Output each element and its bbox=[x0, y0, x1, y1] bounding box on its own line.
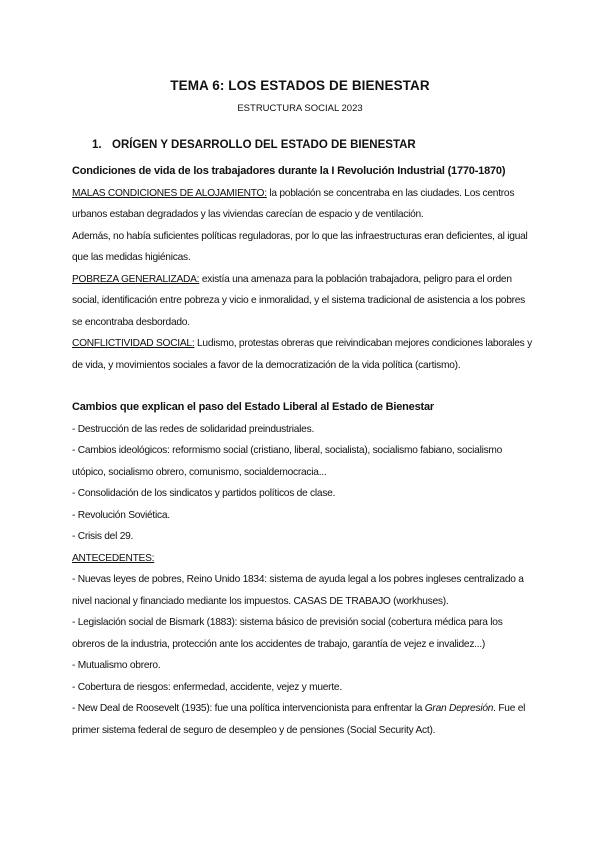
spacer bbox=[72, 376, 534, 397]
section-title: ORÍGEN Y DESARROLLO DEL ESTADO DE BIENESTAR bbox=[112, 139, 416, 151]
subheading-conditions: Condiciones de vida de los trabajadores durante la I Revolución Industrial (1770-1870) bbox=[72, 165, 506, 177]
new-deal-text: - New Deal de Roosevelt (1935): fue una política intervencionista para enfrentar la bbox=[72, 703, 425, 714]
new-deal-text-end: . Fue el primer sistema federal de seguro de desempleo y de pensiones (Social Security Act). bbox=[72, 703, 526, 736]
label-conflictividad: CONFLICTIVIDAD SOCIAL: bbox=[72, 338, 195, 349]
list-item: - Nuevas leyes de pobres, Reino Unido 1834: sistema de ayuda legal a los pobres ingleses centralizado a nivel nacional y financiado mediante los impuestos. CASAS DE TRABAJO (workhuses). bbox=[72, 574, 524, 607]
section-heading bbox=[92, 139, 416, 151]
section-number: 1. bbox=[92, 139, 102, 151]
label-antecedentes: ANTECEDENTES: bbox=[72, 552, 155, 564]
list-item: - Cobertura de riesgos: enfermedad, accidente, vejez y muerte. bbox=[72, 681, 342, 693]
list-item: - Revolución Soviética. bbox=[72, 509, 170, 521]
document-title: TEMA 6: LOS ESTADOS DE BIENESTAR bbox=[170, 78, 430, 93]
paragraph-conflictividad bbox=[72, 333, 534, 376]
document-subtitle: ESTRUCTURA SOCIAL 2023 bbox=[237, 103, 363, 114]
list-item-new-deal bbox=[72, 698, 534, 741]
list-item: - Cambios ideológicos: reformismo social (cristiano, liberal, socialista), socialismo fabiano, socialismo utópico, socialismo obrero, comunismo, socialdemocracia... bbox=[72, 445, 503, 478]
text-conflictividad: Ludismo, protestas obreras que reivindicaban mejores condiciones laborales y de vida, y movimientos sociales a favor de la democratización de la vida política (cartismo). bbox=[72, 338, 532, 371]
label-pobreza: POBREZA GENERALIZADA: bbox=[72, 273, 200, 285]
paragraph-alojamiento bbox=[72, 183, 534, 226]
list-item: - Mutualismo obrero. bbox=[72, 660, 161, 671]
list-item: - Destrucción de las redes de solidaridad preindustriales. bbox=[72, 423, 315, 435]
new-deal-italic: Gran Depresión bbox=[424, 703, 494, 714]
list-item: - Crisis del 29. bbox=[72, 531, 134, 542]
list-item: - Consolidación de los sindicatos y partidos políticos de clase. bbox=[72, 488, 336, 499]
text-pobreza: existía una amenaza para la población trabajadora, peligro para el orden social, identificación entre pobreza y vicio e inmoralidad, y el sistema tradicional de asistencia a los pobres se encontraba desbordado. bbox=[72, 273, 526, 328]
text-alojamiento: la población se concentraba en las ciudades. Los centros urbanos estaban degradados y las viviendas carecían de espacio y de ventilación. bbox=[72, 187, 515, 220]
label-alojamiento: MALAS CONDICIONES DE ALOJAMIENTO: bbox=[72, 187, 267, 199]
subheading-cambios: Cambios que explican el paso del Estado Liberal al Estado de Bienestar bbox=[72, 401, 434, 413]
list-item: - Legislación social de Bismark (1883): sistema básico de previsión social (cobertura médica para los obreros de la industria, protección ante los accidentes de trabajo, garantía de vejez e invalidez...) bbox=[72, 617, 503, 650]
paragraph-pobreza bbox=[72, 269, 534, 334]
document-body bbox=[72, 161, 534, 741]
paragraph-ademas: Además, no había suficientes políticas reguladoras, por lo que las infraestructuras eran deficientes, al igual que las medidas higiénicas. bbox=[72, 230, 528, 263]
